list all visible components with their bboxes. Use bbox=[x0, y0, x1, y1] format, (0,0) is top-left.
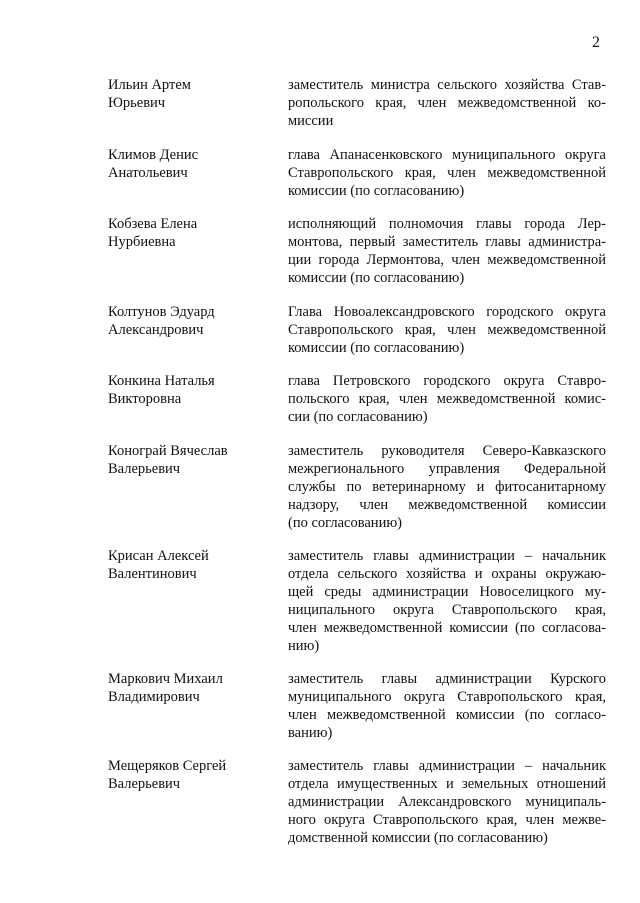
role-line: заместитель главы администрации Курского bbox=[288, 671, 606, 687]
name-line: Валерьевич bbox=[108, 461, 181, 477]
member-role bbox=[288, 76, 606, 130]
role-line: член межведомственной комиссии (по согласова- bbox=[288, 620, 606, 636]
name-line: Александрович bbox=[108, 322, 204, 338]
role-line: ного округа Ставропольского края, член межве- bbox=[288, 812, 606, 828]
role-line: ции города Лермонтова, член межведомственной bbox=[288, 252, 606, 268]
role-line: ропольского края, член межведомственной ко- bbox=[288, 95, 606, 111]
role-line: надзору, член межведомственной комиссии bbox=[288, 497, 606, 513]
role-line: исполняющий полномочия главы города Лер- bbox=[288, 216, 606, 232]
name-line: Нурбиевна bbox=[108, 234, 176, 250]
role-line: глава Апанасенковского муниципального округа bbox=[288, 147, 606, 163]
role-line: комиссии (по согласованию) bbox=[288, 183, 465, 199]
role-line: отдела имущественных и земельных отношений bbox=[288, 776, 606, 792]
role-line: отдела сельского хозяйства и охраны окружаю- bbox=[288, 566, 606, 582]
member-name bbox=[108, 757, 273, 793]
role-line: монтова, первый заместитель главы администра- bbox=[288, 234, 606, 250]
member-role bbox=[288, 215, 606, 287]
name-line: Валерьевич bbox=[108, 776, 181, 792]
name-line: Юрьевич bbox=[108, 95, 166, 111]
role-line: заместитель главы администрации – начальник bbox=[288, 758, 606, 774]
role-line: Ставропольского края, член межведомственной bbox=[288, 322, 606, 338]
role-line: миссии bbox=[288, 113, 334, 129]
member-name bbox=[108, 215, 273, 251]
member-name bbox=[108, 547, 273, 583]
member-role bbox=[288, 372, 606, 426]
name-line: Мещеряков Сергей bbox=[108, 758, 227, 774]
role-line: комиссии (по согласованию) bbox=[288, 340, 465, 356]
role-line: щей среды администрации Новоселицкого му- bbox=[288, 584, 606, 600]
name-line: Владимирович bbox=[108, 689, 200, 705]
member-name bbox=[108, 76, 273, 112]
member-name bbox=[108, 442, 273, 478]
role-line: комиссии (по согласованию) bbox=[288, 270, 465, 286]
role-line: Ставропольского края, член межведомственной bbox=[288, 165, 606, 181]
member-name bbox=[108, 303, 273, 339]
member-role bbox=[288, 303, 606, 357]
role-line: член межведомственной комиссии (по согласо- bbox=[288, 707, 606, 723]
role-line: администрации Александровского муниципаль- bbox=[288, 794, 606, 810]
role-line: заместитель министра сельского хозяйства Став- bbox=[288, 77, 606, 93]
name-line: Маркович Михаил bbox=[108, 671, 223, 687]
role-line: глава Петровского городского округа Ставро- bbox=[288, 373, 606, 389]
name-line: Викторовна bbox=[108, 391, 182, 407]
name-line: Колтунов Эдуард bbox=[108, 304, 215, 320]
role-line: польского края, член межведомственной комис- bbox=[288, 391, 606, 407]
name-line: Крисан Алексей bbox=[108, 548, 209, 564]
role-line: межрегионального управления Федеральной bbox=[288, 461, 606, 477]
name-line: Конограй Вячеслав bbox=[108, 443, 228, 459]
role-line: (по согласованию) bbox=[288, 515, 402, 531]
member-name bbox=[108, 670, 273, 706]
name-line: Климов Денис bbox=[108, 147, 199, 163]
role-line: муниципального округа Ставропольского края, bbox=[288, 689, 606, 705]
member-role bbox=[288, 146, 606, 200]
member-role bbox=[288, 442, 606, 532]
role-line: заместитель главы администрации – начальник bbox=[288, 548, 606, 564]
member-role bbox=[288, 757, 606, 847]
member-name bbox=[108, 146, 273, 182]
member-role bbox=[288, 547, 606, 655]
page-number: 2 bbox=[592, 34, 600, 51]
role-line: ниципального округа Ставропольского края, bbox=[288, 602, 606, 618]
name-line: Анатольевич bbox=[108, 165, 188, 181]
role-line: сии (по согласованию) bbox=[288, 409, 428, 425]
role-line: заместитель руководителя Северо-Кавказского bbox=[288, 443, 606, 459]
name-line: Валентинович bbox=[108, 566, 197, 582]
role-line: службы по ветеринарному и фитосанитарному bbox=[288, 479, 606, 495]
role-line: нию) bbox=[288, 638, 320, 654]
member-role bbox=[288, 670, 606, 742]
member-name bbox=[108, 372, 273, 408]
name-line: Кобзева Елена bbox=[108, 216, 198, 232]
role-line: ванию) bbox=[288, 725, 333, 741]
role-line: домственной комиссии (по согласованию) bbox=[288, 830, 548, 846]
name-line: Ильин Артем bbox=[108, 77, 191, 93]
role-line: Глава Новоалександровского городского округа bbox=[288, 304, 606, 320]
name-line: Конкина Наталья bbox=[108, 373, 215, 389]
